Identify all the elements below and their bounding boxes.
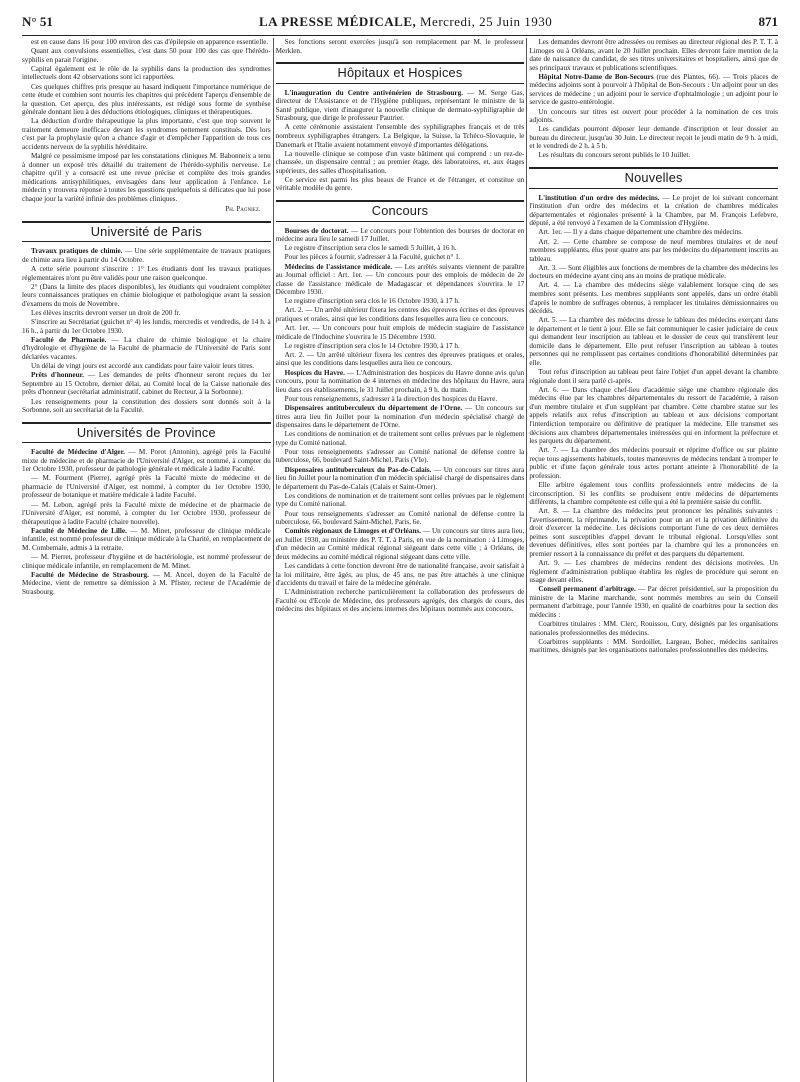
paragraph (22, 336, 271, 362)
paragraph (529, 481, 778, 507)
paragraph (22, 474, 271, 500)
paragraph (529, 151, 778, 160)
paragraph (276, 448, 525, 465)
columns (22, 38, 778, 1082)
item-text: — M. Ancel, doyen de la Faculté de Médecine, vient de remettre sa démission à M. Pfister, recteur de l'Académie de Strasbourg. (22, 570, 271, 596)
paragraph (276, 150, 525, 176)
paragraph (529, 194, 778, 228)
section-title: Hôpitaux et Hospices (276, 62, 525, 84)
paragraph (22, 448, 271, 474)
item-text: Art. 9. — Les chambres de médecins rendent des décisions motivées. Un règlement d'administration publique établira les règles de procédure qui seront en usage devant elles. (529, 559, 778, 585)
author-signature: Ph. Pagniez. (225, 205, 261, 214)
paragraph (276, 351, 525, 368)
paragraph (529, 507, 778, 558)
item-text: Elle arbitre également tous conflits professionnels entre médecins de la circonscription. Si les conflits se produisent entre médecins de départements différents, la chambre compétente est celle qui a été la première saisie du conflit. (529, 480, 778, 507)
item-text: — Par décret présidentiel, sur la proposition du ministre de la Marine marchande, sont nommés membres au sein du Conseil permanent d'arbitrage, pour l'année 1930, en qualité de coarbitres pour la section des médecins : (529, 585, 778, 619)
paragraph (276, 562, 525, 588)
paragraph (276, 510, 525, 527)
item-text: — L'Administration des hospices du Havre donne avis qu'un concours, pour la nomination de 4 internes en médecine des hôpitaux du Havre, aura lieu dans ces établissements, le 31 Juillet prochain, à 9 h. du matin. (275, 368, 525, 394)
paragraph (276, 466, 525, 492)
paragraph (529, 446, 778, 480)
issue-date: Mercredi, 25 Juin 1930 (420, 14, 553, 29)
column-3 (529, 38, 778, 1082)
item-text: Pour les pièces à fournir, s'adresser à la Faculté, guichet n° 1. (284, 253, 461, 262)
journal-title (259, 14, 552, 30)
paragraph (276, 369, 525, 395)
item-text: — M. Serge Gas, directeur de l'Assistance et de l'Hygiène publiques, représentant le ministre de la Santé publique, vient d'inaugurer la nouvelle clinique de dermato-syphiligraphie de Strasbourg, que dirige le professeur Pautrier. (275, 88, 525, 123)
item-heading: Dispensaires antituberculeux du Pas-de-Calais. (284, 465, 432, 474)
page-header (22, 14, 778, 36)
item-text: — Les demandes de prêts d'honneur seront reçues du 1er Septembre au 15 Octobre, dernier délai, au Comité local de la Caisse nationale des prêts d'honneur (secrétariat administratif, cabinet du Recteur, à la Sorbonne). (22, 371, 271, 397)
paragraph (529, 108, 778, 125)
item-text: Art. 1er. — Un concours pour huit emplois de médecin stagiaire de l'assistance médicale de l'Indochine s'ouvrira le 15 Décembre 1930. (275, 324, 525, 341)
paragraph (529, 264, 778, 281)
item-heading: Bourses de doctorat. (284, 226, 349, 235)
paragraph (529, 585, 778, 619)
paragraph (529, 281, 778, 315)
paragraph (22, 247, 271, 264)
item-text: — Un concours sur titres aura lieu fin Juillet pour la nomination d'un médecin spécialisé chargé de dispensaires dans le département de l'Orne. (275, 404, 525, 430)
item-text: Le registre d'inscription sera clos le 16 Octobre 1930, à 17 h. (284, 297, 460, 306)
item-text: Art. 7. — La chambre des médecins poursuit et réprime d'office ou sur plainte reçue tous agissements habituels, toutes manœuvres de médecins tendant à tromper le public et d'une façon générale tous actes portant atteinte à l'honorabilité de la profession. (529, 446, 778, 480)
paragraph (276, 588, 525, 614)
paragraph (22, 527, 271, 553)
paragraph (22, 371, 271, 397)
paragraph (276, 263, 525, 297)
paragraph (22, 318, 271, 335)
item-text: A cette série pourront s'inscrire : 1° Les étudiants dont les travaux pratiques réglementaires n'ont pu être validés pour une raison quelconque. (22, 265, 271, 282)
issue-number: N° 51 (22, 14, 53, 29)
paragraph (22, 398, 271, 415)
section-title: Universités de Province (22, 422, 271, 444)
paragraph (22, 553, 271, 570)
item-text: Coarbitres titulaires : MM. Clerc, Rouissou, Cury, désignés par les organisations nationales professionnelles des médecins. (529, 620, 778, 637)
column-divider (273, 38, 274, 1082)
item-heading: Dispensaires antituberculeux du département de l'Orne. (284, 404, 463, 412)
paragraph (22, 501, 271, 527)
item-text: — M. Fourment (Pierre), agrégé près la Faculté mixte de médecine et de pharmacie de l'Université d'Alger, est nommé, à compter du 1er Octobre 1930, professeur de botanique et matière médicale à ladite Faculté. (22, 474, 271, 500)
paragraph: Ses fonctions seront exercées jusqu'à son remplacement par M. le professeur Merklen. (275, 38, 525, 55)
item-text: Art. 2. — Un arrêté ultérieur fixera les centres des épreuves écrites et des épreuves pratiques et orales, ainsi que les conditions dans lesquelles aura lieu ce concours. (275, 306, 525, 323)
paragraph (276, 324, 525, 341)
page-number: 871 (758, 14, 778, 29)
section-title: Nouvelles (529, 167, 778, 189)
item-text: — M. Porot (Antonin), agrégé près la Faculté mixte de médecine et de pharmacie de l'Université d'Alger, est nommé, à compter du 1er Octobre 1930, professeur de pathologie générale et médicale à ladite Faculté. (22, 448, 271, 474)
item-text: Art. 5. — La chambre des médecins dresse le tableau des médecins exerçant dans le département et le tient à jour. Elle se fait communiquer le casier judiciaire de ceux qui demandent leur inscription au tableau et le dossier de ceux qui transfèrent leur domicile dans le département. Elle peut refuser l'inscription au tableau à toutes personnes qui ne remplissent pas certaines conditions d'honorabilité déterminées par elle. (529, 316, 778, 367)
paragraph: La déduction d'ordre thérapeutique la plus importante, c'est que trop souvent le traitement demeure inefficace devant les syndromes nettement constitués. Dès lors c'est par la prophylaxie qu'on a chance d'agir et d'empêcher l'apparition de tous ces accidents nerveux de la syphilis héréditaire. (22, 117, 271, 151)
paragraph (529, 228, 778, 237)
item-text: Art. 4. — La chambre des médecins siège valablement lorsque cinq de ses membres sont présents. Les membres suppléants sont appelés, dans un ordre établi d'après le nombre de suffrages obtenus, à remplacer les titulaires démissionnaires ou décédés. (529, 281, 778, 316)
section-title: Concours (276, 200, 525, 222)
item-text: — M. Pierret, professeur d'hygiène et de bactériologie, est nommé professeur de clinique médicale infantile, en remplacement de M. Minet. (22, 553, 271, 570)
paragraph (529, 620, 778, 637)
item-text: L'Administration recherche particulièrement la collaboration des professeurs de Faculté ou d'Ecole de Médecine, des professeurs agrégés, des chargés de cours, des médecins des hôpitaux et des anciens internes des hôpitaux nommés aux concours. (275, 588, 525, 614)
item-text: — Un concours sur titres aura lieu fin Juillet pour la nomination d'un médecin spécialisé chargé de dispensaires dans le département du Pas-de-Calais (Calais et Saint-Omer). (275, 465, 525, 491)
item-text: La nouvelle clinique se compose d'un vaste bâtiment qui comprend : un rez-de-chaussée, un dispensaire central ; au premier étage, des laboratoires, et, aux étages supérieurs, des salles d'hospitalisation. (275, 149, 525, 175)
paragraph: Quant aux convulsions essentielles, c'est dans 50 pour 100 des cas que l'hérédo-syphilis en parait l'origine. (22, 47, 271, 64)
item-text: Pour tous renseignements s'adresser au Comité national de défense contre la tuberculose, 66, boulevard Saint-Michel, Paris (VIe). (275, 447, 525, 465)
item-text: Coarbitres suppléants : MM. Sordoillet, Largeau, Bohec, médecins sanitaires maritimes, désignés par les organisations nationales professionnelles des médecins. (529, 637, 778, 655)
item-heading: L'inauguration du Centre antivénérien de Strasbourg. (284, 88, 463, 97)
item-text: 2° (Dans la limite des places disponibles), les étudiants qui voudraient compléter leurs connaissances pratiques en chimie biologique et pathologique avant la session d'examens du mois de Novembre. (22, 282, 271, 308)
paragraph (276, 395, 525, 404)
item-text: Art. 3. — Sont éligibles aux fonctions de membres de la chambre des médecins les docteurs en médecine ayant cinq ans au moins de pratique médicale. (529, 263, 778, 281)
item-text: Pour tous renseignements s'adresser au Comité national de défense contre la tuberculose, 66, boulevard Saint-Michel, Paris, 6e. (275, 509, 525, 527)
paragraph (529, 386, 778, 446)
paragraph (529, 125, 778, 151)
item-text: Art. 6. — Dans chaque chef-lieu d'académie siège une chambre régionale des médecins élue par les chambres départementales du ressort de l'académie, à raison d'un membre titulaire et d'un suppléant par chambre. Cette chambre statue sur les appels relatifs aux refus d'inscription au tableau et aux décisions comportant l'interdiction temporaire ou définitive de pratiquer la médecine. Elle transmet ses décisions aux chambres départementales intéressées qui en informent la préfecture et les parquets du département. (529, 385, 778, 446)
paragraph: Ces quelques chiffres pris presque au hasard indiquent l'importance numérique de cette étude et combien sont nourris les chapitres qui précèdent l'aperçu d'ensemble de la question. Cet aperçu, des plus intéressants, est rédigé sous forme de synthèse générale donnant lieu à des déductions étiologiques, cliniques et thérapeutiques. (22, 82, 271, 117)
item-text: Art. 1er. — Il y a dans chaque département une chambre des médecins. (538, 228, 743, 237)
item-text: Les candidats à cette fonction devront être de nationalité française, avoir satisfait à la loi militaire, être âgés, au plus, de 45 ans, ne pas être attachés à une clinique d'accidents du travail et faire de la médecine générale. (275, 562, 525, 588)
item-text: — M. Lebon, agrégé près la Faculté mixte de médecine et de pharmacie de l'Université d'Alger, est nommé, à compter du 1er Octobre 1930, professeur de thérapeutique à ladite Faculté (chaire nouvelle). (22, 500, 271, 526)
item-text: Art. 2. — Cette chambre se compose de neuf membres titulaires et de neuf membres suppléants, élus pour quatre ans par les médecins du département inscrits au tableau. (529, 237, 778, 263)
section-title: Université de Paris (22, 221, 271, 243)
paragraph (276, 342, 525, 351)
item-heading: Travaux pratiques de chimie. (31, 247, 123, 256)
journal-name: LA PRESSE MÉDICALE, (259, 14, 417, 29)
item-text: Les conditions de nomination et de traitement sont celles prévues par le règlement type du Comité national. (275, 491, 525, 509)
item-heading: L'institution d'un ordre des médecins. (538, 193, 660, 202)
item-text: — Le projet de loi suivant concernant l'institution d'un ordre des médecins et la création de chambres médicales départementales et régionales présenté à la Chambre, par M. François Lefebvre, député, a été renvoyé à l'examen de la Commission d'Hygiène. (529, 193, 778, 228)
item-heading: Faculté de Médecine de Lille. (31, 526, 127, 535)
item-heading: Faculté de Pharmacie. (31, 335, 107, 344)
item-text: A cette cérémonie assistaient l'ensemble des syphiligraphes français et de très nombreux syphiligraphes étrangers. La Belgique, la Suisse, la Tchéco-Slovaquie, le Danemark et l'Italie avaient notamment envoyé d'importantes délégations. (275, 123, 525, 149)
paragraph: est en cause dans 16 pour 100 environ des cas d'épilepsie en apparence essentielle. (31, 38, 269, 46)
paragraph (529, 368, 778, 385)
item-text: Les résultats du concours seront publiés le 10 Juillet. (538, 151, 691, 160)
item-text: — Un concours sur titres aura lieu, en Juillet 1930, au ministère des P. T. T. à Paris, en vue de la nomination : à Limoges, d'un médecin au Comité médical régional siégeant dans cette ville ; à Orléans, de deux médecins au comité médical régional siégeant dans cette ville. (275, 527, 525, 561)
paragraph (529, 559, 778, 585)
column-1 (22, 38, 271, 1082)
item-text: — M. Minet, professeur de clinique médicale infantile, est nommé professeur de clinique médicale à la Charité, en remplacement de M. Combemale, admis à la retraite. (22, 526, 271, 552)
paragraph (276, 253, 525, 262)
item-text: — Une série supplémentaire de travaux pratiques de chimie aura lieu à partir du 14 Octobre. (22, 247, 271, 264)
paragraph (529, 638, 778, 655)
paragraph (529, 238, 778, 264)
column-2 (276, 38, 525, 1082)
paragraph (22, 309, 271, 318)
item-text: Les renseignements pour la constitution des dossiers sont donnés soit à la Sorbonne, soit au secrétariat de la Faculté. (22, 397, 271, 415)
item-text: Le registre d'inscription sera clos le samedi 5 Juillet, à 16 h. (284, 244, 457, 253)
item-text: Les candidats pourront déposer leur demande d'inscription et leur dossier au bureau du directeur, jusqu'au 30 Juin. Le directeur reçoit le jeudi matin de 9 h. à midi, et le vendredi de 2 h. à 5 h. (529, 125, 778, 151)
item-text: Art. 8. — La chambre des médecins peut prononcer les pénalités suivantes : l'avertissement, la réprimande, la privation pour un an et la privation définitive du droit d'exercer la médecine. Les décisions comportant l'une de ces deux dernières peines sont susceptibles d'appel devant le tribunal régional. Lorsqu'elles sont devenues définitives, elles sont portées par la chambre qui les a prononcées en premier ressort à la connaissance du préfet et des parquets du département. (529, 507, 778, 558)
item-heading: Conseil permanent d'arbitrage. (538, 585, 636, 594)
item-text: Tout refus d'inscription au tableau peut faire l'objet d'un appel devant la chambre régionale dont il sera parlé ci-après. (529, 368, 778, 385)
paragraph (276, 404, 525, 430)
item-text: Les conditions de nomination et de traitement sont celles prévues par le règlement type du Comité national. (275, 430, 525, 447)
paragraph (276, 123, 525, 149)
paragraph: Les demandes devront être adressées ou remises au directeur régional des P. T. T. à Limoges ou à Orléans, avant le 20 Juillet prochain. Elles devront faire mention de la date de naissance du candidat, de ses titres universitaires et hospitaliers, ainsi que de ses principaux travaux et publications scientifiques. (529, 38, 778, 72)
item-text: Un concours sur titres est ouvert pour procéder à la nomination de ces trois adjoints. (529, 107, 778, 125)
item-heading: Faculté de Médecine d'Alger. (31, 448, 125, 457)
item-heading: Faculté de Médecine de Strasbourg. (31, 570, 149, 579)
paragraph (529, 73, 778, 107)
column-divider (526, 38, 527, 1082)
paragraph: Malgré ce pessimisme imposé par les constatations cliniques M. Babonneix a tenu à donner un exposé très détaillé du traitement de l'hérédo-syphilis nerveuse. Le chapitre qu'il y a consacré est une revue précise et complète des trois grandes médications antisyphilitiques, envisagées dans leur application à l'enfance. Le médecin y trouvera réponse à toutes les questions quelquefois si délicates que lui pose chaque jour la variété infinie des problèmes cliniques. (22, 152, 271, 203)
paragraph (276, 297, 525, 306)
item-heading: Hospices du Havre. (284, 368, 345, 377)
paragraph (22, 265, 271, 282)
paragraph (276, 430, 525, 447)
paragraph: Capital également est le rôle de la syphilis dans la production des syndromes intellectuels dont 42 observations sont ici rapportées. (22, 64, 271, 82)
item-text: — Le concours pour l'obtention des bourses de doctorat en médecine aura lieu le samedi 17 Juillet. (275, 226, 525, 244)
paragraph (22, 362, 271, 371)
item-text: Les élèves inscrits devront verser un droit de 200 fr. (31, 309, 181, 318)
paragraph (529, 316, 778, 367)
paragraph (22, 571, 271, 597)
item-text: Ce service est parmi les plus beaux de France et de l'étranger, et constitue un véritable modèle du genre. (275, 175, 525, 193)
item-text: (rue des Plantes, 66). — Trois places de médecins adjoints sont à pourvoir à l'hôpital de Bon-Secours : Un adjoint pour un des services de médecine ; un adjoint pour le service d'ophtalmologie ; un adjoint pour le service de gastro-entérologie. (529, 72, 778, 107)
paragraph (276, 306, 525, 323)
paragraph (276, 244, 525, 253)
item-text: Un délai de vingt jours est accordé aux candidats pour faire valoir leurs titres. (31, 362, 255, 371)
item-text: — Les arrêtés suivants viennent de paraître au Journal officiel : Art. 1er. — Un concours pour des emplois de médecin de 2e classe de l'assistance médicale de Madagascar et dépendances s'ouvrira le 17 Décembre 1930. (275, 262, 525, 297)
item-text: Pour tous renseignements, s'adresser à la direction des hospices du Havre. (284, 394, 498, 403)
item-text: — La chaire de chimie biologique et la chaire d'hydrologie et d'hygiène de la Faculté de pharmacie de l'Université de Paris sont déclarées vacantes. (22, 335, 271, 361)
item-heading: Prêts d'honneur. (31, 371, 84, 380)
paragraph (276, 492, 525, 509)
paragraph (276, 227, 525, 244)
paragraph (276, 176, 525, 193)
item-heading: Comités régionaux de Limoges et d'Orléans. (284, 527, 421, 536)
item-heading: Hôpital Notre-Dame de Bon-Secours (538, 72, 654, 81)
item-text: S'inscrire au Secrétariat (guichet n° 4) les lundis, mercredis et vendredis, de 14 h. à 16 h., à partir du 1er Octobre 1930. (22, 318, 271, 335)
paragraph (276, 527, 525, 561)
item-text: Art. 2. — Un arrêté ultérieur fixera les centres des épreuves pratiques et orales, ainsi que les conditions dans lesquelles aura lieu ce concours. (275, 350, 525, 368)
paragraph (22, 283, 271, 309)
paragraph (276, 89, 525, 123)
item-text: Le registre d'inscription sera clos le 14 Octobre 1930, à 17 h. (284, 341, 460, 350)
item-heading: Médecins de l'assistance médicale. (284, 262, 393, 271)
